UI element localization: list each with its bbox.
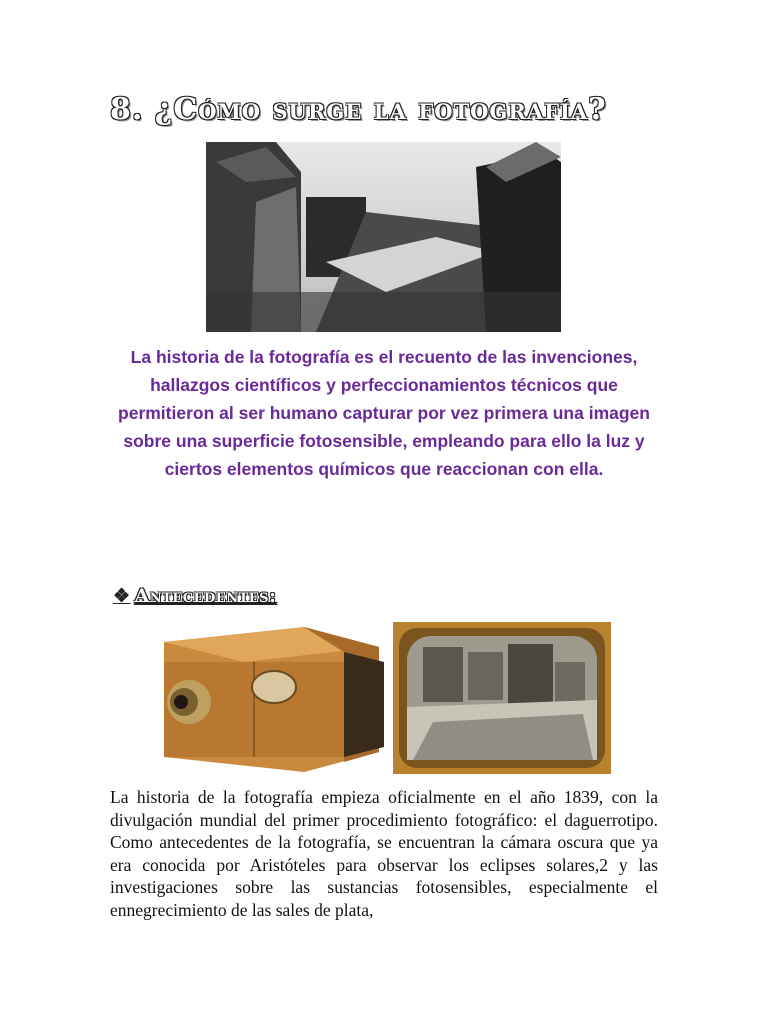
daguerreotype-camera-photo bbox=[154, 622, 384, 774]
daguerreotype-plate-photo bbox=[393, 622, 611, 774]
body-paragraph: La historia de la fotografía empieza oficialmente en el año 1839, con la divulgación mundial del primer procedimiento fotográfico: el daguerrotipo. Como antecedentes de la fotografía, se encuentran la cámara oscura que ya era conocida por Aristóteles para observar los eclipses solares,2 y las investigaciones sobre las sustancias fotosensibles, especialmente el ennegrecimiento de las sales de plata, bbox=[110, 787, 658, 920]
page-title: 8. ¿Cómo surge la fotografía? bbox=[110, 92, 607, 127]
bullet-icon: ❖ bbox=[113, 585, 131, 607]
historic-photo-niepce bbox=[206, 142, 561, 332]
section-heading-label: Antecedentes: bbox=[134, 585, 277, 607]
section-heading bbox=[113, 585, 277, 607]
intro-paragraph: La historia de la fotografía es el recuento de las invenciones, hallazgos científicos y perfeccionamientos técnicos que permitieron al ser humano capturar por vez primera una imagen sobre una superficie fotosensible, empleando para ello la luz y ciertos elementos químicos que reaccionan con ella. bbox=[118, 347, 650, 479]
